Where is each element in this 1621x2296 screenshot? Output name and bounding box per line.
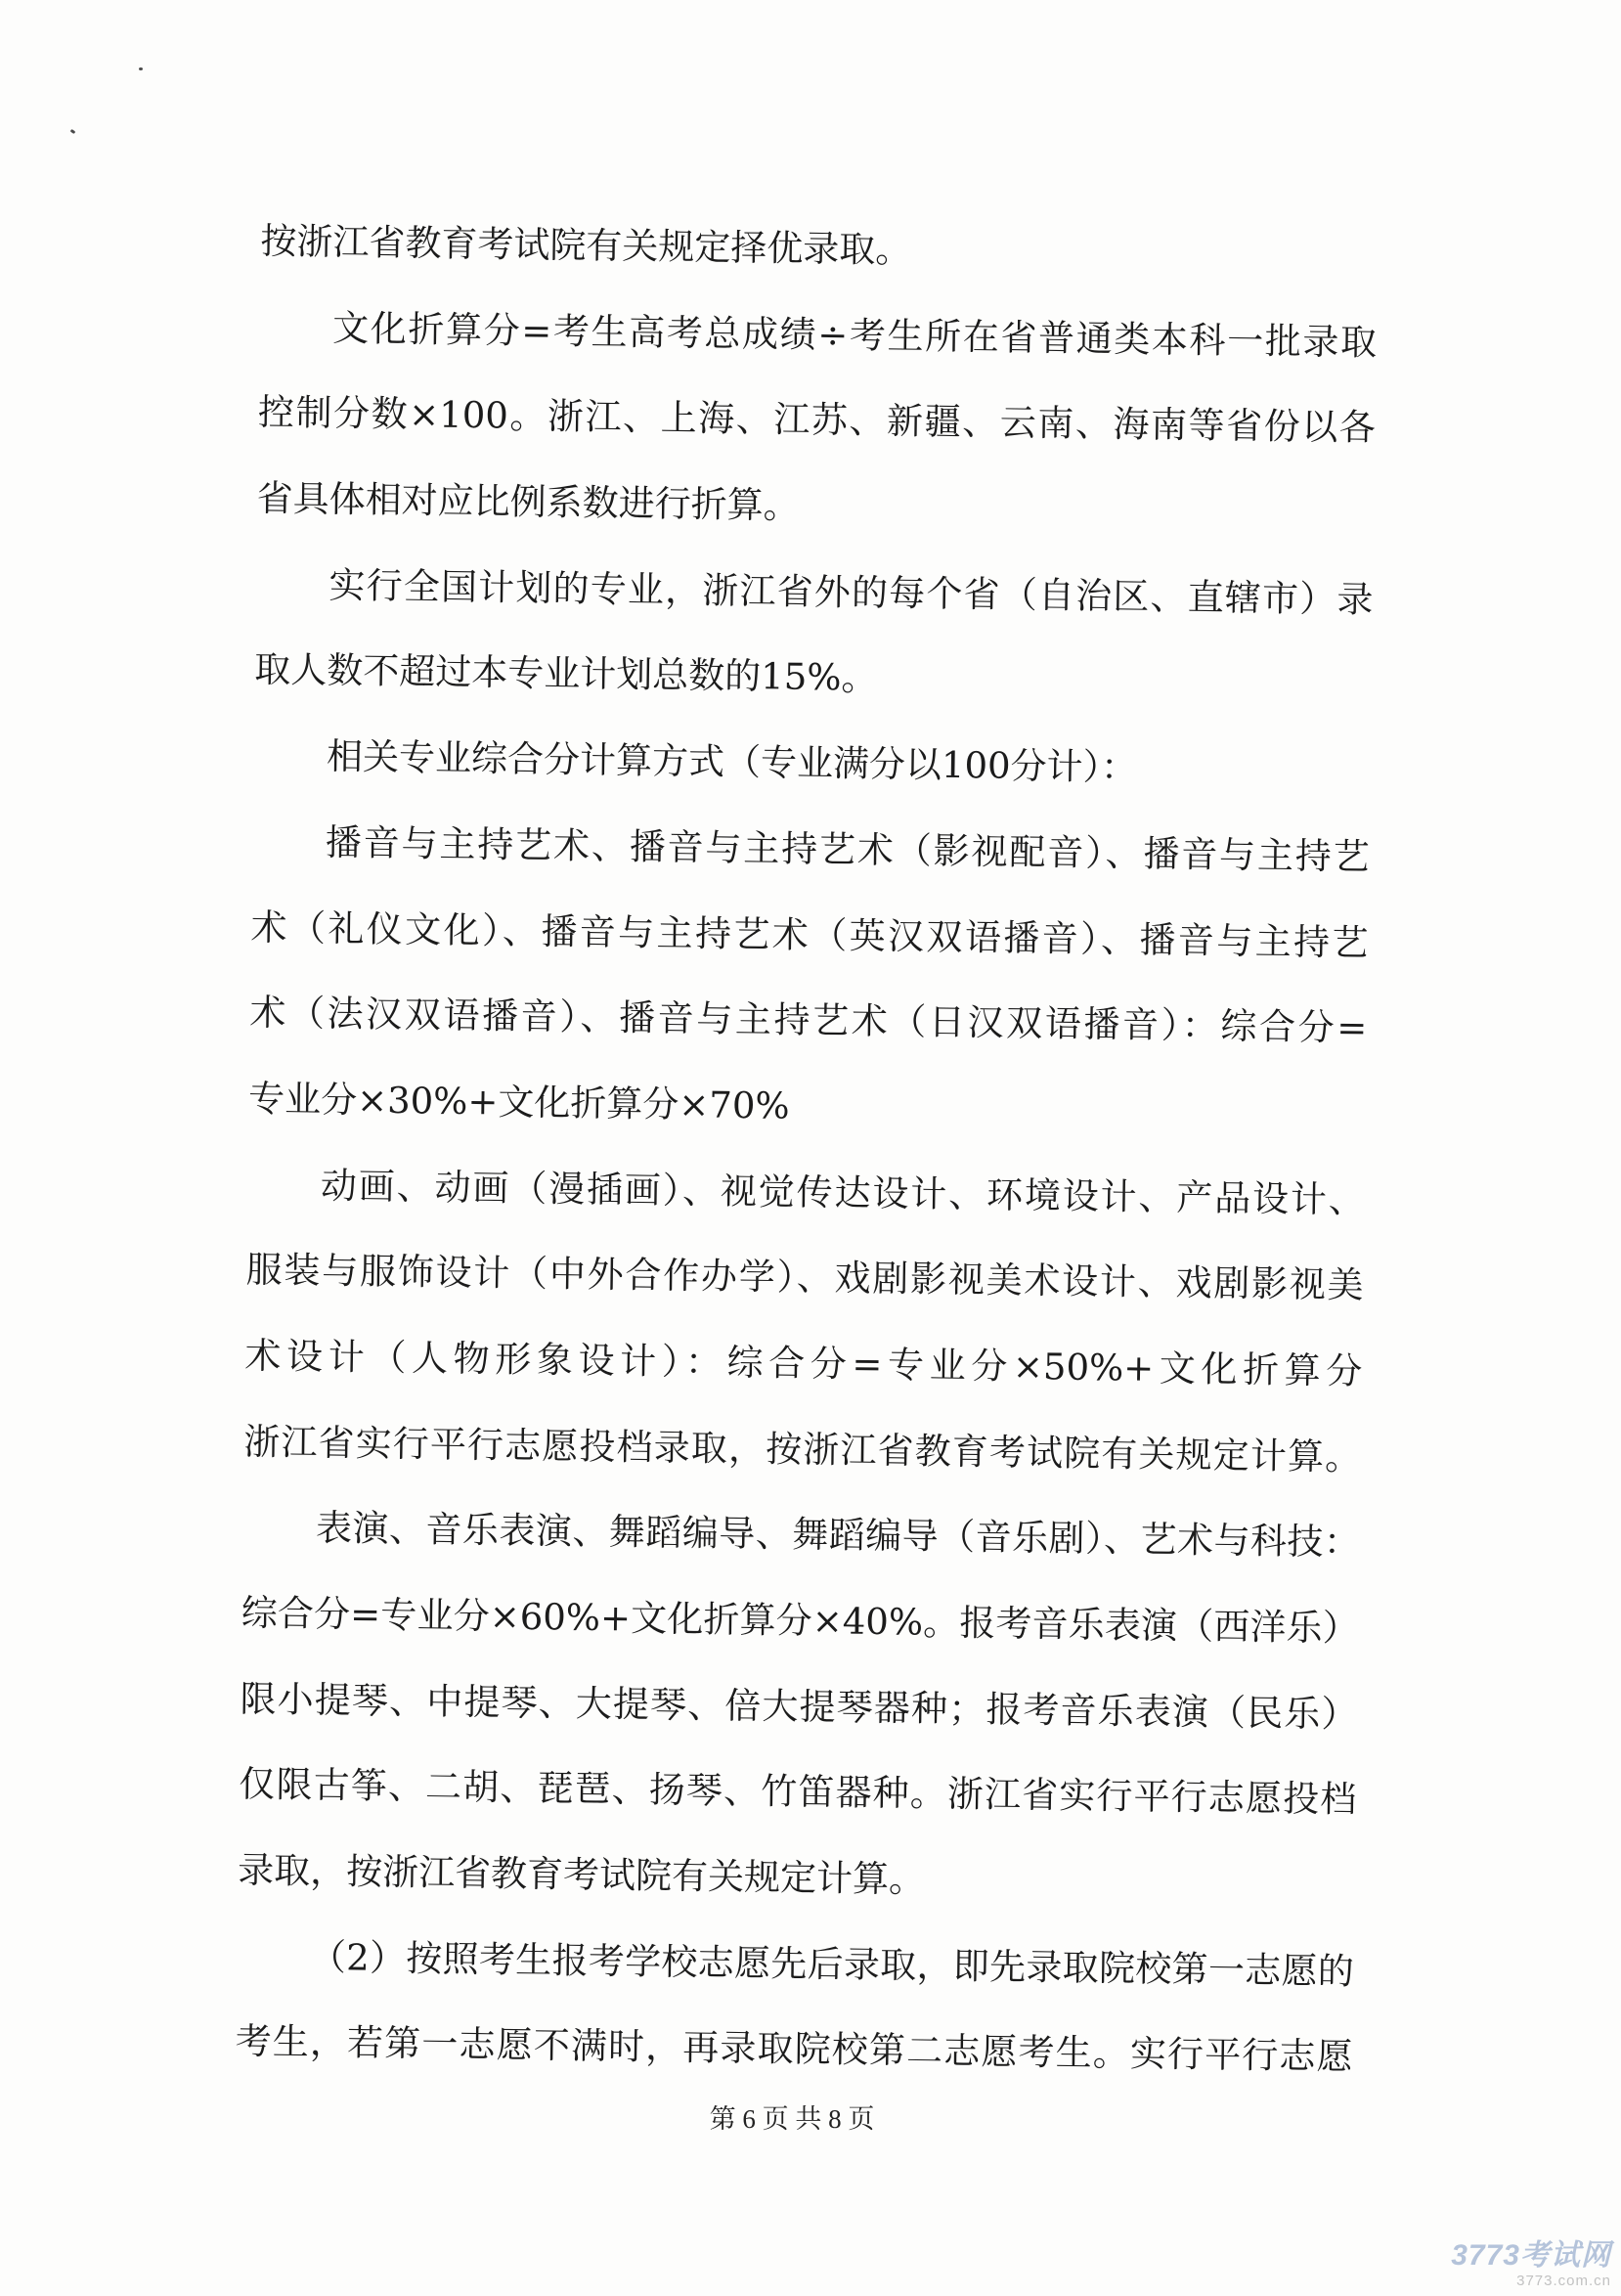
watermark-brand: 3773考试网 bbox=[1451, 2239, 1611, 2272]
watermark-domain: 3773.com.cn bbox=[1516, 2273, 1611, 2289]
page-number-footer: 第 6 页 共 8 页 bbox=[709, 2104, 875, 2134]
scan-speck bbox=[70, 129, 76, 134]
body-line: 控制分数×100。浙江、上海、江苏、新疆、云南、海南等省份以各 bbox=[257, 391, 1377, 450]
body-line: 录取，按浙江省教育考试院有关规定计算。 bbox=[237, 1848, 926, 1901]
body-line: 术（礼仪文化）、播音与主持艺术（英汉双语播音）、播音与主持艺 bbox=[250, 905, 1369, 964]
body-line: 考生，若第一志愿不满时，再录取院校第二志愿考生。实行平行志愿 bbox=[235, 2020, 1353, 2079]
body-line: 仅限古筝、二胡、琵琶、扬琴、竹笛器种。浙江省实行平行志愿投档 bbox=[239, 1763, 1357, 1822]
paragraph-performance bbox=[238, 1484, 1361, 1928]
body-line: 文化折算分=考生高考总成绩÷考生所在省普通类本科一批录取 bbox=[331, 306, 1378, 364]
body-line: 术设计（人物形象设计）：综合分=专业分×50%+文化折算分×50%。 bbox=[244, 1334, 1363, 1392]
paragraph-design bbox=[243, 1141, 1366, 1500]
body-line: 播音与主持艺术、播音与主持艺术（影视配音）、播音与主持艺 bbox=[325, 820, 1371, 878]
body-line: 限小提琴、中提琴、大提琴、倍大提琴器种；报考音乐表演（民乐） bbox=[240, 1677, 1358, 1736]
body-line: 按浙江省教育考试院有关规定择优录取。 bbox=[260, 219, 912, 272]
body-line: 相关专业综合分计算方式（专业满分以100分计）： bbox=[326, 735, 1138, 789]
paragraph-culture-score bbox=[256, 285, 1378, 557]
paragraph-admission-order bbox=[235, 1914, 1354, 2100]
body-line: （2）按照考生报考学校志愿先后录取，即先录取院校第一志愿的 bbox=[309, 1935, 1355, 1993]
body-line: 术（法汉双语播音）、播音与主持艺术（日汉双语播音）：综合分= bbox=[249, 992, 1368, 1050]
body-line: 浙江省实行平行志愿投档录取，按浙江省教育考试院有关规定计算。 bbox=[242, 1420, 1362, 1479]
body-line: 专业分×30%+文化折算分×70% bbox=[247, 1077, 790, 1127]
watermark-logo bbox=[1451, 2239, 1611, 2290]
body-line: 服装与服饰设计（中外合作办学）、戏剧影视美术设计、戏剧影视美 bbox=[245, 1249, 1364, 1307]
paragraph-composite-method bbox=[252, 713, 1371, 815]
paragraph-continuation bbox=[260, 199, 1379, 300]
body-line: 综合分=专业分×60%+文化折算分×40%。报考音乐表演（西洋乐）仅 bbox=[241, 1591, 1359, 1650]
document-body bbox=[235, 199, 1379, 2100]
paragraph-national-plan bbox=[254, 542, 1374, 729]
scan-speck bbox=[139, 67, 143, 70]
body-line: 动画、动画（漫插画）、视觉传达设计、环境设计、产品设计、 bbox=[320, 1164, 1366, 1221]
body-line: 省具体相对应比例系数进行折算。 bbox=[256, 477, 800, 527]
body-line: 表演、音乐表演、舞蹈编导、舞蹈编导（音乐剧）、艺术与科技： bbox=[315, 1507, 1361, 1565]
body-line: 取人数不超过本专业计划总数的15%。 bbox=[253, 648, 878, 700]
paragraph-broadcasting bbox=[248, 799, 1371, 1158]
body-line: 实行全国计划的专业，浙江省外的每个省（自治区、直辖市）录 bbox=[329, 563, 1374, 621]
